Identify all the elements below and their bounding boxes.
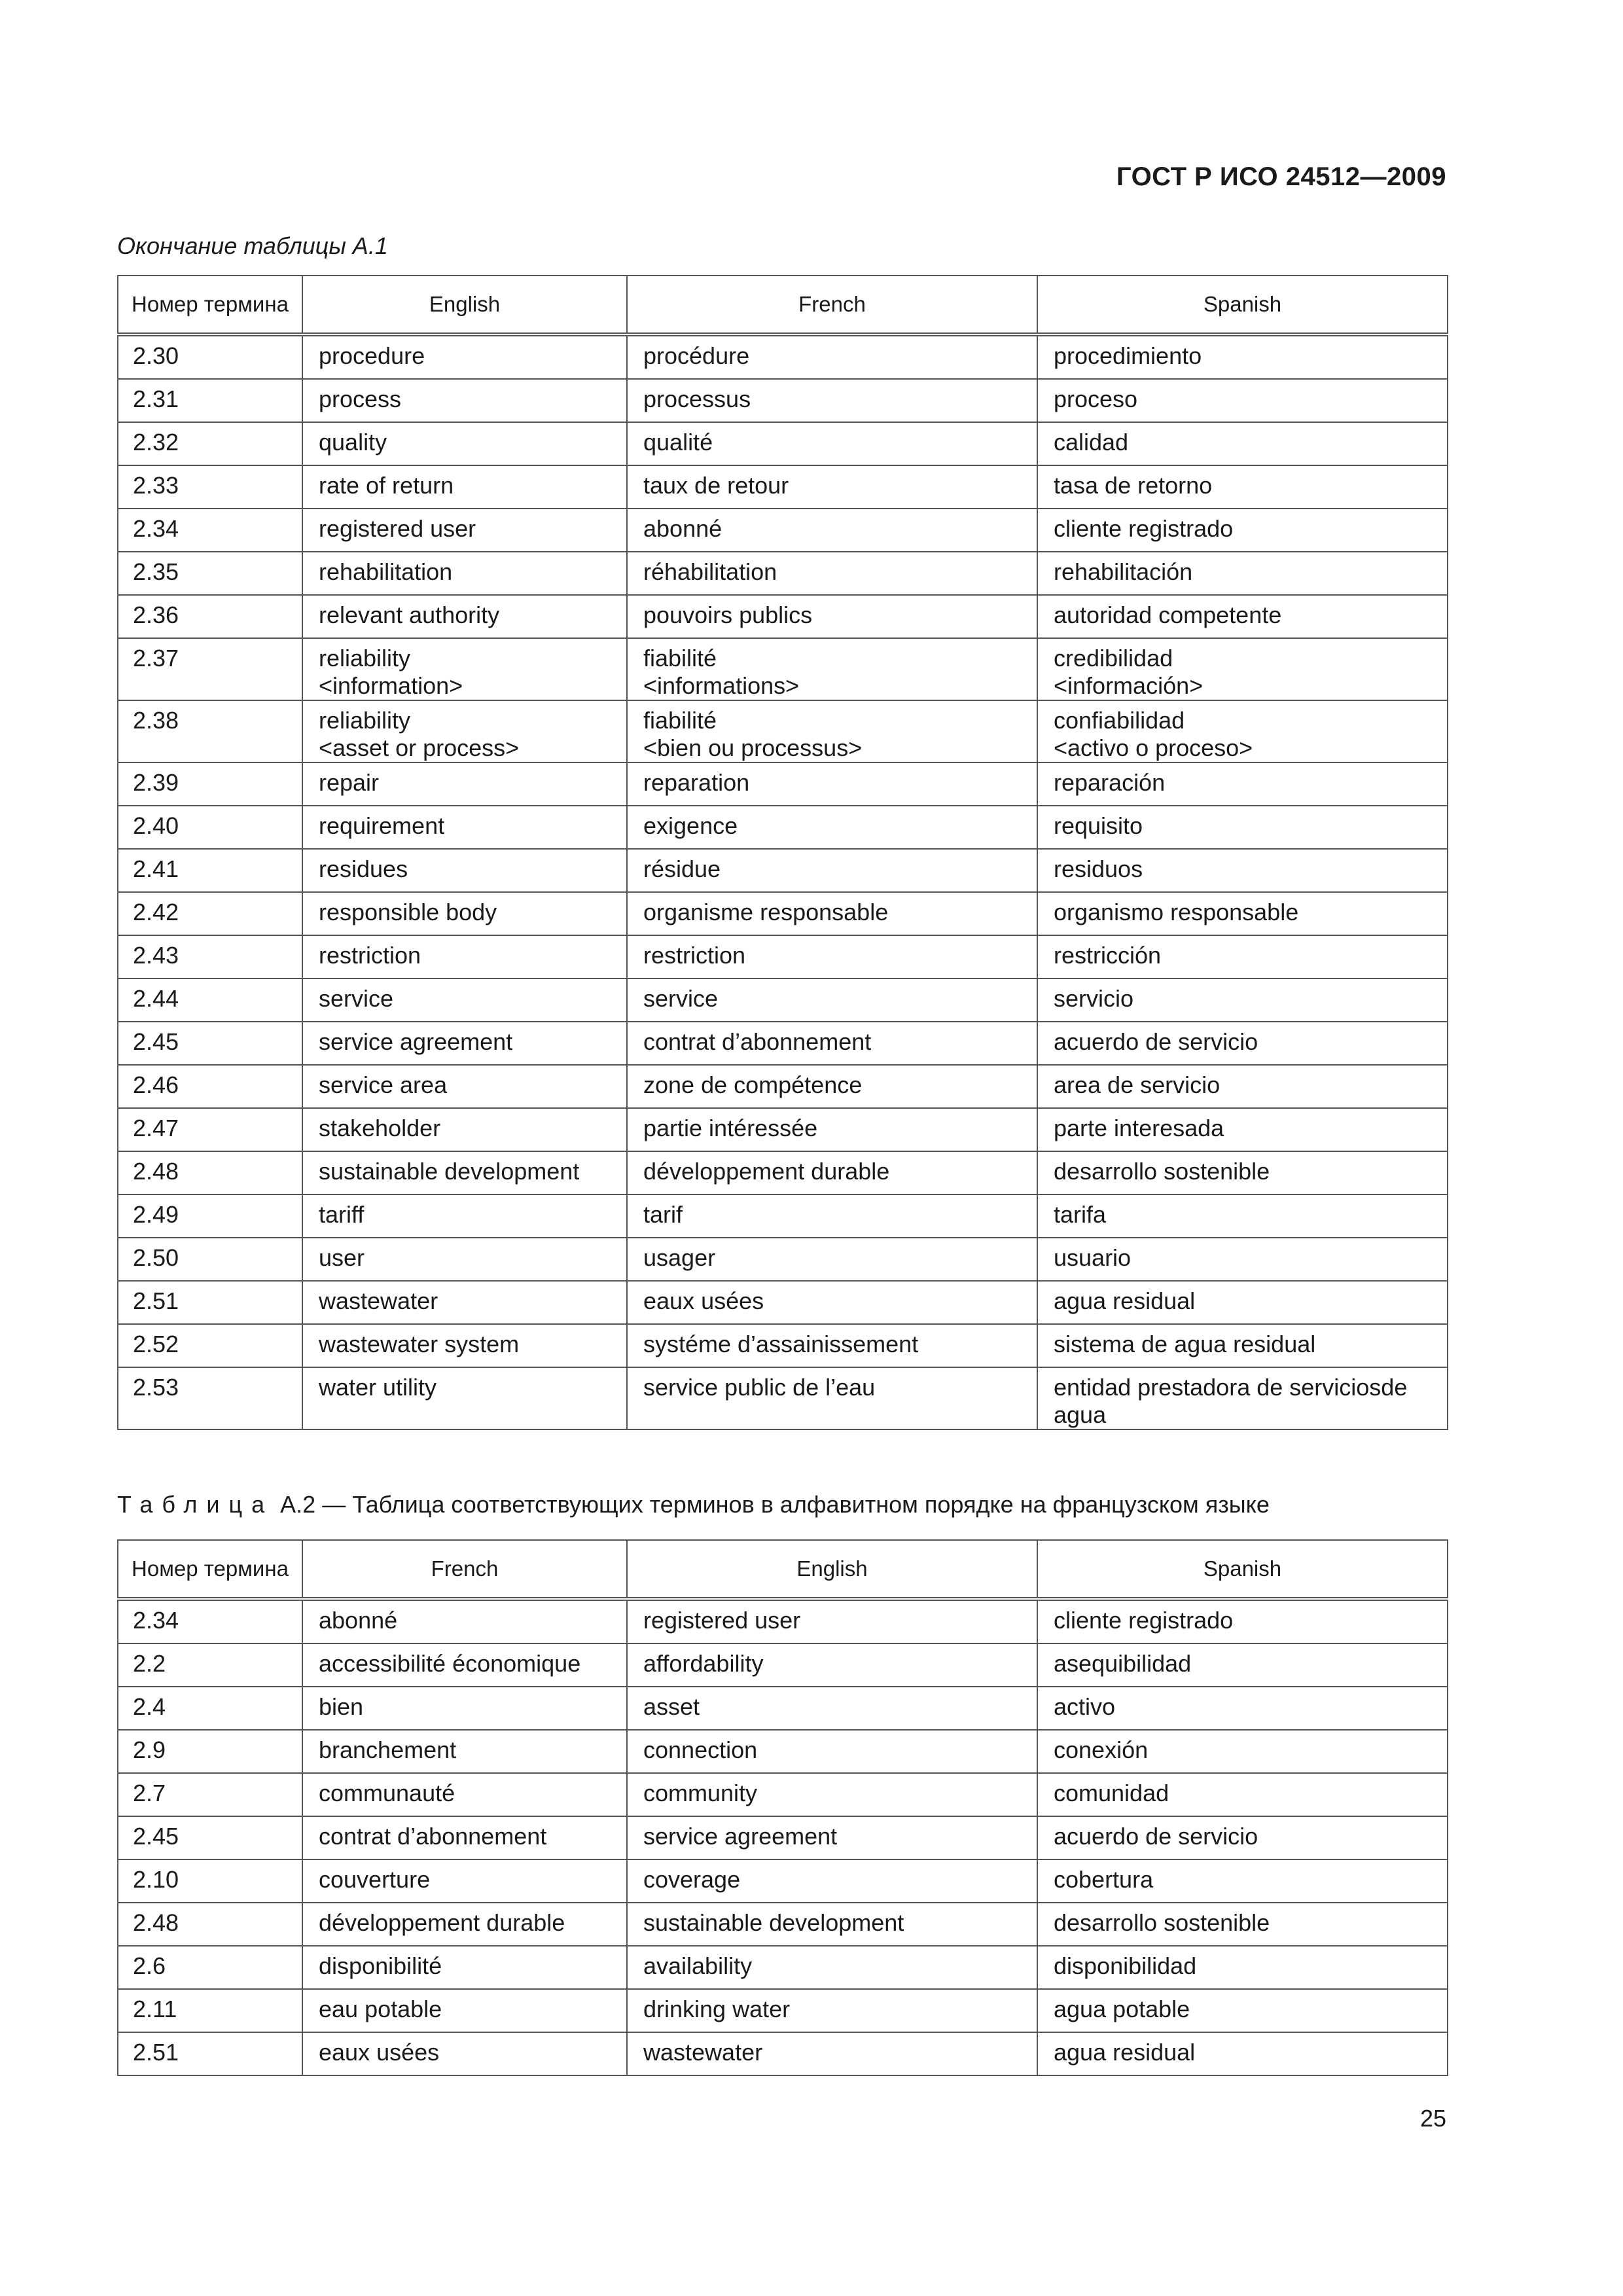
- table-row: [118, 1687, 1448, 1730]
- term-cell: pouvoirs publics: [627, 595, 1037, 638]
- term-cell: sustainable development: [302, 1151, 627, 1194]
- term-number-cell: 2.30: [118, 334, 302, 379]
- term-number-cell: 2.44: [118, 978, 302, 1022]
- term-cell: drinking water: [627, 1989, 1037, 2032]
- term-cell: service agreement: [627, 1816, 1037, 1859]
- term-cell: wastewater: [302, 1281, 627, 1324]
- table-row: [118, 1108, 1448, 1151]
- term-number-cell: 2.49: [118, 1194, 302, 1238]
- term-cell: cliente registrado: [1037, 1599, 1448, 1643]
- column-header-spanish: Spanish: [1037, 276, 1448, 334]
- terms-table-a2: [117, 1539, 1448, 2076]
- term-number-cell: 2.33: [118, 465, 302, 509]
- table-row: [118, 806, 1448, 849]
- term-cell: quality: [302, 422, 627, 465]
- term-cell: reliability <asset or process>: [302, 700, 627, 762]
- term-cell: area de servicio: [1037, 1065, 1448, 1108]
- column-header-french: French: [627, 276, 1037, 334]
- term-cell: tariff: [302, 1194, 627, 1238]
- term-cell: taux de retour: [627, 465, 1037, 509]
- table-row: [118, 762, 1448, 806]
- table-row: [118, 1643, 1448, 1687]
- term-cell: cobertura: [1037, 1859, 1448, 1903]
- table-row: [118, 1903, 1448, 1946]
- table-row: [118, 1151, 1448, 1194]
- term-cell: requisito: [1037, 806, 1448, 849]
- term-number-cell: 2.9: [118, 1730, 302, 1773]
- table-row: [118, 1730, 1448, 1773]
- term-cell: fiabilité <bien ou processus>: [627, 700, 1037, 762]
- term-cell: usuario: [1037, 1238, 1448, 1281]
- term-cell: eau potable: [302, 1989, 627, 2032]
- term-cell: branchement: [302, 1730, 627, 1773]
- table-row: [118, 334, 1448, 379]
- term-cell: relevant authority: [302, 595, 627, 638]
- term-cell: agua residual: [1037, 1281, 1448, 1324]
- column-header-english: English: [627, 1540, 1037, 1599]
- term-cell: eaux usées: [627, 1281, 1037, 1324]
- term-number-cell: 2.48: [118, 1151, 302, 1194]
- table-row: [118, 1065, 1448, 1108]
- term-cell: tasa de retorno: [1037, 465, 1448, 509]
- term-cell: responsible body: [302, 892, 627, 935]
- term-cell: rehabilitation: [302, 552, 627, 595]
- term-number-cell: 2.53: [118, 1367, 302, 1429]
- term-cell: process: [302, 379, 627, 422]
- term-cell: disponibilité: [302, 1946, 627, 1989]
- term-cell: residuos: [1037, 849, 1448, 892]
- table-row: [118, 595, 1448, 638]
- term-cell: service: [627, 978, 1037, 1022]
- term-number-cell: 2.32: [118, 422, 302, 465]
- table-row: [118, 1599, 1448, 1643]
- term-cell: disponibilidad: [1037, 1946, 1448, 1989]
- term-cell: acuerdo de servicio: [1037, 1022, 1448, 1065]
- column-header-term-number: Номер термина: [118, 1540, 302, 1599]
- terms-table-a1: [117, 275, 1448, 1430]
- table-row: [118, 379, 1448, 422]
- term-number-cell: 2.43: [118, 935, 302, 978]
- term-cell: couverture: [302, 1859, 627, 1903]
- term-number-cell: 2.34: [118, 509, 302, 552]
- term-cell: réhabilitation: [627, 552, 1037, 595]
- term-cell: credibilidad <información>: [1037, 638, 1448, 700]
- term-cell: reliability <information>: [302, 638, 627, 700]
- term-number-cell: 2.35: [118, 552, 302, 595]
- term-cell: asequibilidad: [1037, 1643, 1448, 1687]
- term-cell: wastewater: [627, 2032, 1037, 2075]
- term-cell: confiabilidad <activo o proceso>: [1037, 700, 1448, 762]
- term-number-cell: 2.50: [118, 1238, 302, 1281]
- term-cell: connection: [627, 1730, 1037, 1773]
- term-cell: systéme d’assainissement: [627, 1324, 1037, 1367]
- table-a1-caption: Окончание таблицы А.1: [117, 232, 388, 259]
- table-row: [118, 1773, 1448, 1816]
- term-cell: service public de l’eau: [627, 1367, 1037, 1429]
- table-row: [118, 1324, 1448, 1367]
- term-cell: rate of return: [302, 465, 627, 509]
- table-row: [118, 1816, 1448, 1859]
- term-cell: résidue: [627, 849, 1037, 892]
- term-cell: accessibilité économique: [302, 1643, 627, 1687]
- term-cell: coverage: [627, 1859, 1037, 1903]
- term-cell: contrat d’abonnement: [302, 1816, 627, 1859]
- term-cell: bien: [302, 1687, 627, 1730]
- term-cell: sistema de agua residual: [1037, 1324, 1448, 1367]
- term-cell: abonné: [302, 1599, 627, 1643]
- term-number-cell: 2.2: [118, 1643, 302, 1687]
- table-row: [118, 2032, 1448, 2075]
- term-number-cell: 2.38: [118, 700, 302, 762]
- term-cell: service agreement: [302, 1022, 627, 1065]
- term-number-cell: 2.51: [118, 2032, 302, 2075]
- term-cell: wastewater system: [302, 1324, 627, 1367]
- term-cell: asset: [627, 1687, 1037, 1730]
- term-number-cell: 2.51: [118, 1281, 302, 1324]
- term-cell: registered user: [302, 509, 627, 552]
- table-row: [118, 1022, 1448, 1065]
- term-cell: requirement: [302, 806, 627, 849]
- term-cell: repair: [302, 762, 627, 806]
- term-cell: restricción: [1037, 935, 1448, 978]
- term-number-cell: 2.48: [118, 1903, 302, 1946]
- table-row: [118, 1281, 1448, 1324]
- term-number-cell: 2.39: [118, 762, 302, 806]
- table-a2-caption-text: А.2 — Таблица соответствующих терминов в алфавитном порядке на французском языке: [280, 1491, 1270, 1518]
- term-cell: tarif: [627, 1194, 1037, 1238]
- term-number-cell: 2.10: [118, 1859, 302, 1903]
- table-header-row: [118, 276, 1448, 334]
- term-number-cell: 2.34: [118, 1599, 302, 1643]
- term-cell: fiabilité <informations>: [627, 638, 1037, 700]
- term-cell: procédure: [627, 334, 1037, 379]
- term-cell: eaux usées: [302, 2032, 627, 2075]
- term-cell: user: [302, 1238, 627, 1281]
- table-row: [118, 892, 1448, 935]
- term-number-cell: 2.7: [118, 1773, 302, 1816]
- term-cell: activo: [1037, 1687, 1448, 1730]
- term-cell: procedure: [302, 334, 627, 379]
- term-cell: sustainable development: [627, 1903, 1037, 1946]
- page-number: 25: [1419, 2105, 1446, 2132]
- term-number-cell: 2.45: [118, 1816, 302, 1859]
- term-cell: processus: [627, 379, 1037, 422]
- term-cell: cliente registrado: [1037, 509, 1448, 552]
- table-row: [118, 1238, 1448, 1281]
- term-number-cell: 2.40: [118, 806, 302, 849]
- column-header-english: English: [302, 276, 627, 334]
- term-cell: contrat d’abonnement: [627, 1022, 1037, 1065]
- term-cell: rehabilitación: [1037, 552, 1448, 595]
- term-cell: acuerdo de servicio: [1037, 1816, 1448, 1859]
- term-cell: registered user: [627, 1599, 1037, 1643]
- term-cell: service: [302, 978, 627, 1022]
- column-header-spanish: Spanish: [1037, 1540, 1448, 1599]
- column-header-french: French: [302, 1540, 627, 1599]
- term-cell: procedimiento: [1037, 334, 1448, 379]
- term-number-cell: 2.6: [118, 1946, 302, 1989]
- term-cell: développement durable: [302, 1903, 627, 1946]
- term-cell: agua potable: [1037, 1989, 1448, 2032]
- term-cell: parte interesada: [1037, 1108, 1448, 1151]
- term-cell: autoridad competente: [1037, 595, 1448, 638]
- term-number-cell: 2.41: [118, 849, 302, 892]
- term-cell: restriction: [302, 935, 627, 978]
- term-number-cell: 2.36: [118, 595, 302, 638]
- table-row: [118, 978, 1448, 1022]
- term-cell: calidad: [1037, 422, 1448, 465]
- term-number-cell: 2.45: [118, 1022, 302, 1065]
- table-row: [118, 935, 1448, 978]
- table-row: [118, 1989, 1448, 2032]
- term-cell: conexión: [1037, 1730, 1448, 1773]
- term-number-cell: 2.42: [118, 892, 302, 935]
- term-cell: qualité: [627, 422, 1037, 465]
- term-cell: entidad prestadora de serviciosde agua: [1037, 1367, 1448, 1429]
- term-number-cell: 2.31: [118, 379, 302, 422]
- term-number-cell: 2.4: [118, 1687, 302, 1730]
- term-cell: service area: [302, 1065, 627, 1108]
- term-cell: communauté: [302, 1773, 627, 1816]
- term-cell: servicio: [1037, 978, 1448, 1022]
- table-row: [118, 849, 1448, 892]
- term-cell: water utility: [302, 1367, 627, 1429]
- table-row: [118, 1946, 1448, 1989]
- table-row: [118, 552, 1448, 595]
- term-cell: proceso: [1037, 379, 1448, 422]
- term-number-cell: 2.11: [118, 1989, 302, 2032]
- table-row: [118, 1859, 1448, 1903]
- table-row: [118, 638, 1448, 700]
- term-cell: abonné: [627, 509, 1037, 552]
- column-header-term-number: Номер термина: [118, 276, 302, 334]
- document-standard-number: ГОСТ Р ИСО 24512—2009: [1116, 162, 1446, 191]
- table-row: [118, 422, 1448, 465]
- term-number-cell: 2.52: [118, 1324, 302, 1367]
- term-cell: desarrollo sostenible: [1037, 1151, 1448, 1194]
- term-cell: affordability: [627, 1643, 1037, 1687]
- term-cell: community: [627, 1773, 1037, 1816]
- term-cell: comunidad: [1037, 1773, 1448, 1816]
- term-cell: tarifa: [1037, 1194, 1448, 1238]
- table-row: [118, 700, 1448, 762]
- term-cell: zone de compétence: [627, 1065, 1037, 1108]
- term-cell: reparación: [1037, 762, 1448, 806]
- term-cell: usager: [627, 1238, 1037, 1281]
- table-row: [118, 1367, 1448, 1429]
- term-cell: desarrollo sostenible: [1037, 1903, 1448, 1946]
- table-a2-caption: [117, 1491, 1270, 1518]
- term-cell: partie intéressée: [627, 1108, 1037, 1151]
- term-cell: développement durable: [627, 1151, 1037, 1194]
- term-cell: organismo responsable: [1037, 892, 1448, 935]
- table-row: [118, 1194, 1448, 1238]
- table-row: [118, 509, 1448, 552]
- table-row: [118, 465, 1448, 509]
- term-cell: reparation: [627, 762, 1037, 806]
- term-number-cell: 2.46: [118, 1065, 302, 1108]
- table-header-row: [118, 1540, 1448, 1599]
- term-cell: restriction: [627, 935, 1037, 978]
- term-cell: organisme responsable: [627, 892, 1037, 935]
- term-cell: exigence: [627, 806, 1037, 849]
- term-cell: stakeholder: [302, 1108, 627, 1151]
- term-cell: residues: [302, 849, 627, 892]
- term-number-cell: 2.47: [118, 1108, 302, 1151]
- term-cell: availability: [627, 1946, 1037, 1989]
- table-a2-caption-label: Таблица: [117, 1491, 274, 1518]
- term-cell: agua residual: [1037, 2032, 1448, 2075]
- term-number-cell: 2.37: [118, 638, 302, 700]
